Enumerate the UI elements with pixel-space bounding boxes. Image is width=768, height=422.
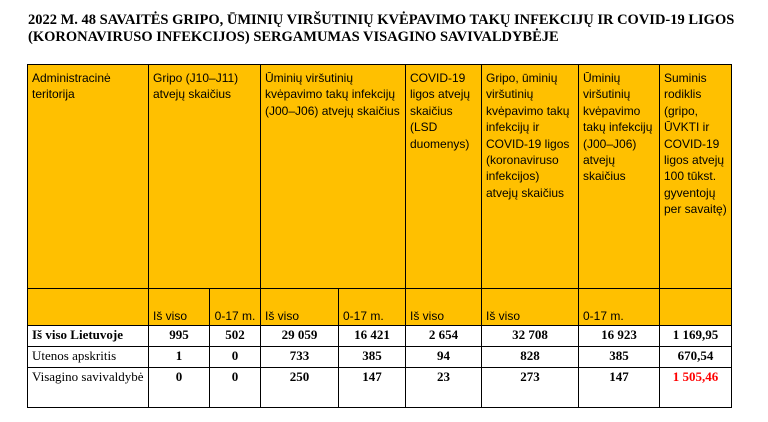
cell-uri-children: 385 bbox=[579, 347, 660, 368]
table-row bbox=[28, 368, 732, 408]
cell-rate: 670,54 bbox=[660, 347, 732, 368]
subheader-uri-total: Iš viso bbox=[261, 289, 339, 326]
cell-all: 828 bbox=[482, 347, 579, 368]
header-uri: Ūminių viršutinių kvėpavimo takų infekcijų (J00–J06) atvejų skaičius bbox=[261, 65, 406, 289]
cell-uri-total: 29 059 bbox=[261, 326, 339, 347]
subheader-flu-child: 0-17 m. bbox=[210, 289, 261, 326]
cell-uri-children: 16 923 bbox=[579, 326, 660, 347]
header-territory: Administracinė teritorija bbox=[28, 65, 149, 289]
header-covid: COVID-19 ligos atvejų skaičius (LSD duomenys) bbox=[406, 65, 482, 289]
cell-covid: 23 bbox=[406, 368, 482, 408]
cell-rate: 1 169,95 bbox=[660, 326, 732, 347]
subheader-flu-total: Iš viso bbox=[149, 289, 210, 326]
subheader-empty bbox=[28, 289, 149, 326]
header-uri-children: Ūminių viršutinių kvėpavimo takų infekcijų (J00–J06) atvejų skaičius bbox=[579, 65, 660, 289]
cell-uri-child: 385 bbox=[339, 347, 406, 368]
row-name: Visagino savivaldybė bbox=[28, 368, 149, 408]
header-flu: Gripo (J10–J11) atvejų skaičius bbox=[149, 65, 261, 289]
cell-flu-child: 502 bbox=[210, 326, 261, 347]
incidence-table bbox=[27, 64, 732, 408]
cell-covid: 2 654 bbox=[406, 326, 482, 347]
cell-flu-child: 0 bbox=[210, 347, 261, 368]
cell-uri-total: 733 bbox=[261, 347, 339, 368]
header-row bbox=[28, 65, 732, 289]
subheader-row bbox=[28, 289, 732, 326]
cell-flu-total: 0 bbox=[149, 368, 210, 408]
header-all: Gripo, ūminių viršutinių kvėpavimo takų infekcijų ir COVID-19 ligos (koronaviruso infekcijos) atvejų skaičius bbox=[482, 65, 579, 289]
cell-rate-highlight: 1 505,46 bbox=[660, 368, 732, 408]
row-name: Iš viso Lietuvoje bbox=[28, 326, 149, 347]
cell-covid: 94 bbox=[406, 347, 482, 368]
cell-uri-total: 250 bbox=[261, 368, 339, 408]
subheader-uri-children-child: 0-17 m. bbox=[579, 289, 660, 326]
cell-uri-child: 16 421 bbox=[339, 326, 406, 347]
subheader-uri-child: 0-17 m. bbox=[339, 289, 406, 326]
header-rate: Suminis rodiklis (gripo, ŪVKTI ir COVID-19 ligos atvejų 100 tūkst. gyventojų per savaitę) bbox=[660, 65, 732, 289]
row-name: Utenos apskritis bbox=[28, 347, 149, 368]
table-row bbox=[28, 347, 732, 368]
subheader-all-total: Iš viso bbox=[482, 289, 579, 326]
cell-flu-total: 1 bbox=[149, 347, 210, 368]
cell-all: 32 708 bbox=[482, 326, 579, 347]
cell-uri-children: 147 bbox=[579, 368, 660, 408]
subheader-covid-total: Iš viso bbox=[406, 289, 482, 326]
cell-flu-total: 995 bbox=[149, 326, 210, 347]
table-row bbox=[28, 326, 732, 347]
cell-uri-child: 147 bbox=[339, 368, 406, 408]
cell-flu-child: 0 bbox=[210, 368, 261, 408]
cell-all: 273 bbox=[482, 368, 579, 408]
subheader-rate-empty bbox=[660, 289, 732, 326]
document-title: 2022 M. 48 SAVAITĖS GRIPO, ŪMINIŲ VIRŠUTINIŲ KVĖPAVIMO TAKŲ INFEKCIJŲ IR COVID-19 LIGOS (KORONAVIRUSO INFEKCIJOS) SERGAMUMAS VISAGINO SAVIVALDYBĖJE bbox=[28, 12, 735, 45]
